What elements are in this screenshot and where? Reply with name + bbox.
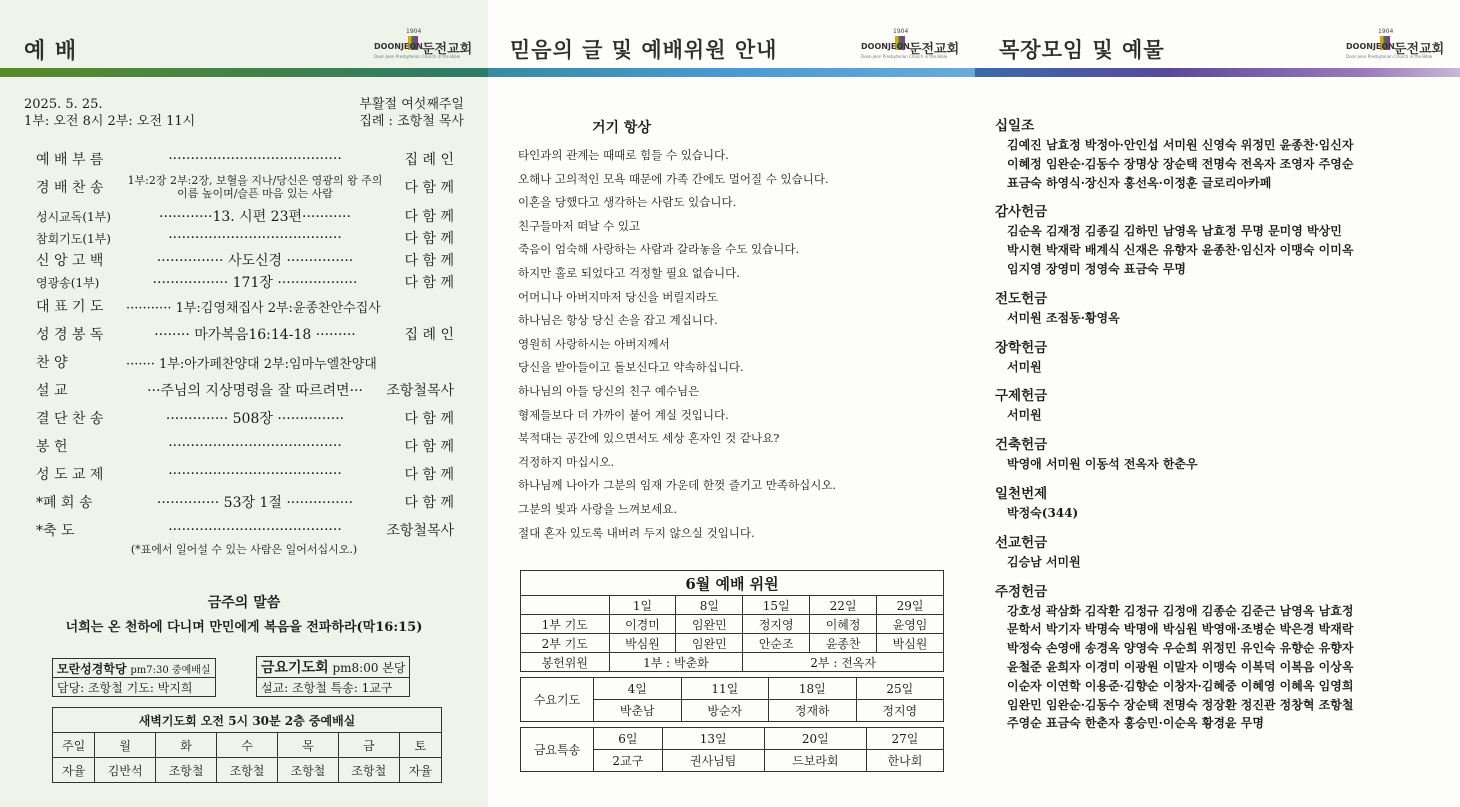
church-logo <box>374 28 474 60</box>
order-item-name: 봉 헌 <box>36 439 68 455</box>
offering-group-title: 십일조 <box>995 118 1035 134</box>
offering-names <box>995 504 1445 523</box>
committee-name: 이혜정 <box>810 615 877 634</box>
order-item-detail: ······································· <box>168 151 342 167</box>
order-item-name: 대 표 기 도 <box>36 299 104 315</box>
worship-panel <box>0 0 488 807</box>
offering-name-line: 박정숙 손영애 송경옥 양영숙 우순희 위정민 유인숙 유향순 유향자 <box>1007 641 1354 656</box>
offering-names <box>995 455 1445 474</box>
offering-group-title: 장학헌금 <box>995 339 1048 356</box>
committee-name: 박심원 <box>609 634 676 653</box>
offering-names <box>995 602 1445 734</box>
service-date: 2025. 5. 25. <box>24 97 103 112</box>
worship-order-row <box>36 348 454 376</box>
order-item-name: *축 도 <box>36 523 75 539</box>
offering-name-line: 임지영 장영미 정영숙 표금숙 무명 <box>1007 261 1187 276</box>
wed-date: 18일 <box>769 678 857 700</box>
committee-name: 윤영임 <box>877 615 944 634</box>
service-times: 1부: 오전 8시 2부: 오전 11시 <box>24 114 196 129</box>
logo-sub: Doon Jeon Presbyterian Church in the Bible <box>1346 54 1433 59</box>
logo-en: DOONJEON <box>1346 42 1395 51</box>
logo-ko: 둔전교회 <box>909 42 960 57</box>
dawn-day: 수 <box>217 733 278 758</box>
offering-group <box>995 485 1445 523</box>
committee-name: 윤종찬 <box>810 634 877 653</box>
offering-name-line: 주영순 표금숙 한춘자 홍승민·이순옥 황경윤 무명 <box>1007 716 1264 731</box>
order-item-leader: 집 례 인 <box>404 152 454 168</box>
wed-date: 4일 <box>594 678 682 700</box>
worship-order-row <box>36 516 454 544</box>
committee-date: 1일 <box>609 596 676 615</box>
offering-group <box>995 203 1445 278</box>
wed-name: 정재하 <box>769 700 857 722</box>
dawn-leader: 자율 <box>399 758 441 783</box>
order-item-leader: 조항철목사 <box>386 523 454 539</box>
order-item-name: 찬 양 <box>36 355 68 371</box>
bible-study-box <box>52 658 216 697</box>
offering-name-line: 서미원 <box>1007 408 1042 423</box>
offering-name-line: 임완민 임완순·김동수 장순택 전명숙 정장환 정진관 정창혁 조항철 <box>1007 697 1354 712</box>
offering-label: 봉헌위원 <box>521 653 610 672</box>
order-item-name: *폐 회 송 <box>36 495 93 511</box>
fri-name: 2교구 <box>594 750 663 772</box>
logo-sub: Doon Jeon Presbyterian Church in the Bible <box>374 54 461 59</box>
wed-label: 수요기도 <box>521 678 594 722</box>
logo-ko: 둔전교회 <box>1394 42 1445 57</box>
offering-panel <box>975 0 1460 807</box>
presider: 집례 : 조항철 목사 <box>359 114 464 129</box>
dawn-leader: 김반석 <box>95 758 156 783</box>
offering-group-title: 일천번제 <box>995 485 1048 502</box>
offering-group <box>995 387 1445 425</box>
wednesday-prayer-table <box>520 677 944 722</box>
offering-names <box>995 136 1445 192</box>
order-item-detail: ······································· <box>168 466 342 482</box>
order-item-name: 영광송(1부) <box>36 275 100 290</box>
worship-order-row <box>36 460 454 488</box>
order-item-leader: 다 함 께 <box>404 275 454 291</box>
dawn-leader: 조항철 <box>156 758 217 783</box>
offering-name-line: 강호성 곽삼화 김작환 김정규 김정애 김종순 김준근 남영옥 남효정 <box>1007 603 1354 618</box>
friday-prayer-time: pm8:00 본당 <box>332 661 406 675</box>
logo-ko: 둔전교회 <box>422 42 473 57</box>
poem-line: 타인과의 관계는 때때로 힘들 수 있습니다. <box>518 148 729 162</box>
logo-en: DOONJEON <box>861 42 910 51</box>
fri-name: 권사님팀 <box>662 750 764 772</box>
order-item-detail: ·············· 508장 ··············· <box>165 411 345 427</box>
order-item-detail: ················· 171장 ·················· <box>152 275 358 291</box>
worship-header <box>0 0 488 68</box>
dawn-day: 월 <box>95 733 156 758</box>
committee-title: 6월 예배 위원 <box>521 571 944 596</box>
panel-title: 믿음의 글 및 예배위원 안내 <box>510 38 778 62</box>
fri-date: 27일 <box>866 728 943 750</box>
worship-order-row <box>36 320 454 348</box>
committee-name: 임완민 <box>676 634 743 653</box>
poem-line: 어머니나 아버지마저 당신을 버릴지라도 <box>518 289 718 304</box>
offering-1: 1부 : 박춘화 <box>609 653 743 672</box>
order-item-detail: ······································· <box>168 230 342 246</box>
offering-header <box>975 0 1460 68</box>
offering-name-line: 박정숙(344) <box>1007 505 1079 520</box>
offering-group-title: 건축헌금 <box>995 437 1048 454</box>
offering-group-title: 감사헌금 <box>995 204 1048 221</box>
wed-name: 정지영 <box>856 700 944 722</box>
poem-line: 당신을 받아들이고 돌보신다고 약속하십니다. <box>518 360 744 375</box>
order-item-detail: ··········· 1부:김영채집사 2부:윤종찬안수집사 <box>126 300 381 316</box>
order-item-name: 설 교 <box>36 383 68 399</box>
committee-date: 15일 <box>743 596 810 615</box>
church-logo <box>1346 28 1446 60</box>
offerings-list <box>995 117 1445 744</box>
poem-body <box>518 144 958 545</box>
poem-line: 하나님은 항상 당신 손을 잡고 계십니다. <box>518 313 718 328</box>
header-band <box>0 68 488 77</box>
poem-line: 하나님의 아들 당신의 친구 예수님은 <box>518 383 700 398</box>
offering-name-line: 이순자 이연학 이용준·김향순 이창자·김혜중 이혜영 이혜옥 임영희 <box>1007 678 1354 693</box>
dawn-prayer-table <box>52 707 442 783</box>
worship-order-row <box>36 148 454 170</box>
logo-year: 1904 <box>1378 28 1394 35</box>
order-item-name: 결 단 찬 송 <box>36 411 104 427</box>
offering-group-title: 선교헌금 <box>995 534 1048 551</box>
order-item-leader: 다 함 께 <box>404 209 454 225</box>
poem-line: 오해나 고의적인 모욕 때문에 가족 간에도 멀어질 수 있습니다. <box>518 171 829 186</box>
order-item-name: 성 경 봉 독 <box>36 327 104 343</box>
fri-name: 드보라회 <box>764 750 866 772</box>
fri-date: 20일 <box>764 728 866 750</box>
committee-date: 29일 <box>877 596 944 615</box>
order-item-name: 신 앙 고 백 <box>36 253 104 269</box>
wed-name: 방순자 <box>681 700 769 722</box>
friday-prayer-box <box>256 656 410 697</box>
order-item-detail: ·············· 53장 1절 ··············· <box>156 495 354 511</box>
worship-committee-table <box>520 570 944 672</box>
offering-name-line: 박시현 박재락 배계식 신재은 유향자 윤종찬·임신자 이맹숙 이미옥 <box>1007 243 1354 258</box>
panel-title: 목장모임 및 예물 <box>999 38 1165 62</box>
order-of-worship <box>36 148 454 544</box>
logo-year: 1904 <box>406 28 422 35</box>
offering-names <box>995 309 1445 328</box>
committee-date: 22일 <box>810 596 877 615</box>
logo-year: 1904 <box>893 28 909 35</box>
worship-order-row <box>36 170 454 204</box>
offering-group-title: 전도헌금 <box>995 290 1048 307</box>
order-item-leader: 다 함 께 <box>404 411 454 427</box>
offering-2: 2부 : 전옥자 <box>743 653 944 672</box>
order-item-leader: 다 함 께 <box>404 467 454 483</box>
order-item-detail: ··············· 사도신경 ··············· <box>156 253 354 269</box>
offering-group <box>995 534 1445 572</box>
offering-name-line: 표금숙 하영식·장신자 홍선옥·이정훈 글로리아카페 <box>1007 175 1272 190</box>
offering-group-title: 주정헌금 <box>995 583 1048 600</box>
order-item-detail: ············13. 시편 23편··········· <box>159 209 351 225</box>
committee-name: 박심원 <box>877 634 944 653</box>
bible-study-leader: 담당: 조항철 기도: 박지희 <box>53 678 216 697</box>
friday-prayer-leader: 설교: 조항철 특송: 1교구 <box>257 678 410 697</box>
poem-line: 친구들마저 떠날 수 있고 <box>518 218 641 233</box>
header-band <box>975 68 1460 77</box>
fri-name: 한나회 <box>866 750 943 772</box>
dawn-day: 목 <box>277 733 338 758</box>
order-item-detail: ···주님의 지상명령을 잘 따르려면··· <box>147 383 363 399</box>
service-meta <box>24 96 464 130</box>
offering-group <box>995 583 1445 734</box>
dawn-title: 새벽기도회 오전 5시 30분 2층 중예배실 <box>53 708 442 733</box>
offering-name-line: 문학서 박기자 박명숙 박명애 박심원 박영애·조병순 박은경 박재락 <box>1007 622 1354 637</box>
sunday-name: 부활절 여섯째주일 <box>359 97 464 112</box>
committee-name: 안순조 <box>743 634 810 653</box>
fri-date: 13일 <box>662 728 764 750</box>
dawn-day: 금 <box>338 733 399 758</box>
poem-line: 하나님께 나아가 그분의 임재 가운데 한껏 즐기고 만족하십시오. <box>518 478 837 493</box>
worship-order-row <box>36 432 454 460</box>
order-item-leader: 다 함 께 <box>404 253 454 269</box>
offering-name-line: 김순옥 김재정 김종길 김하민 남영옥 남효정 무명 문미영 박상민 <box>1007 224 1342 239</box>
offering-group <box>995 436 1445 474</box>
poem-line: 북적대는 공간에 있으면서도 세상 혼자인 것 같나요? <box>518 431 780 446</box>
wed-date: 25일 <box>856 678 944 700</box>
poem-title: 거기 항상 <box>592 120 651 136</box>
order-item-detail: ······································· <box>168 522 342 538</box>
faith-header <box>488 0 975 68</box>
header-band <box>488 68 975 77</box>
poem-line: 하지만 홀로 되었다고 걱정할 필요 없습니다. <box>518 265 740 280</box>
dawn-leader: 조항철 <box>277 758 338 783</box>
order-item-leader: 다 함 께 <box>404 495 454 511</box>
offering-name-line: 박영애 서미원 이동석 전옥자 한춘우 <box>1007 457 1198 472</box>
offering-group-title: 구제헌금 <box>995 388 1048 405</box>
order-item-name: 경 배 찬 송 <box>36 180 104 196</box>
verse-title: 금주의 말씀 <box>207 595 281 611</box>
dawn-leader: 자율 <box>53 758 95 783</box>
offering-group <box>995 290 1445 328</box>
offering-names <box>995 222 1445 278</box>
poem-line: 형제들보다 더 가까이 붙어 계실 것입니다. <box>518 407 729 422</box>
dawn-leader: 조항철 <box>338 758 399 783</box>
offering-name-line: 윤철준 윤희자 이경미 이광원 이말자 이맹숙 이복덕 이복음 이상옥 <box>1007 659 1354 674</box>
order-item-detail: ······································· <box>168 438 342 454</box>
offering-names <box>995 553 1445 572</box>
order-item-leader: 다 함 께 <box>404 439 454 455</box>
worship-order-row <box>36 272 454 292</box>
offering-name-line: 김승남 서미원 <box>1007 554 1081 569</box>
dawn-day: 주일 <box>53 733 95 758</box>
dawn-day: 토 <box>399 733 441 758</box>
offering-group <box>995 117 1445 192</box>
worship-order-row <box>36 204 454 228</box>
worship-order-row <box>36 488 454 516</box>
poem-line: 그분의 빛과 사랑을 느껴보세요. <box>518 501 678 516</box>
offering-name-line: 서미원 <box>1007 359 1042 374</box>
worship-order-row <box>36 292 454 320</box>
order-item-leader: 다 함 께 <box>404 231 454 247</box>
dawn-day: 화 <box>156 733 217 758</box>
order-item-detail: ······· 1부:아가페찬양대 2부:임마누엘찬양대 <box>126 356 377 372</box>
friday-special-song-table <box>520 727 944 772</box>
order-item-name: 성 도 교 제 <box>36 467 104 483</box>
standing-note: (*표에서 일어설 수 있는 사람은 일어서십시오.) <box>130 543 358 556</box>
order-item-name: 성시교독(1부) <box>36 209 111 224</box>
logo-en: DOONJEON <box>374 42 423 51</box>
order-item-detail: 1부:2장 2부:2장, 보혈을 지나/당신은 영광의 왕 주의 이름 높이며/슬픈 마음 있는 사람 <box>127 174 383 200</box>
committee-name: 정지영 <box>743 615 810 634</box>
wed-name: 박춘남 <box>594 700 682 722</box>
offering-names <box>995 406 1445 425</box>
offering-name-line: 이혜정 임완순·김동수 장명상 장순택 전명숙 전옥자 조영자 주영순 <box>1007 156 1354 171</box>
offering-name-line: 김예진 남효정 박정아·안인섭 서미원 신영숙 위정민 윤종찬·임신자 <box>1007 138 1354 152</box>
friday-prayer-name: 금요기도회 <box>261 660 329 676</box>
fri-date: 6일 <box>594 728 663 750</box>
panel-title: 예 배 <box>24 39 78 64</box>
faith-panel <box>488 0 975 807</box>
bible-study-time: pm7:30 중예배실 <box>130 664 211 676</box>
order-item-leader: 조항철목사 <box>386 383 454 399</box>
committee-name: 이경미 <box>609 615 676 634</box>
order-item-leader: 집 례 인 <box>404 327 454 343</box>
weekly-verse: 너희는 온 천하에 다니며 만민에게 복음을 전파하라(막16:15) <box>65 620 423 635</box>
worship-order-row <box>36 376 454 404</box>
offering-group <box>995 339 1445 377</box>
corner-cell <box>521 596 610 615</box>
logo-sub: Doon Jeon Presbyterian Church in the Bible <box>861 54 948 59</box>
worship-order-row <box>36 228 454 248</box>
poem-line: 이혼을 당했다고 생각하는 사람도 있습니다. <box>518 195 737 210</box>
worship-order-row <box>36 404 454 432</box>
order-item-name: 예 배 부 름 <box>36 152 104 168</box>
committee-row-label: 1부 기도 <box>521 615 610 634</box>
dawn-leader: 조항철 <box>217 758 278 783</box>
wed-date: 11일 <box>681 678 769 700</box>
church-logo <box>861 28 961 60</box>
worship-order-row <box>36 248 454 272</box>
offering-name-line: 서미원 조점동·황영옥 <box>1007 310 1120 325</box>
poem-line: 영원히 사랑하시는 아버지께서 <box>518 336 670 351</box>
poem-line: 걱정하지 마십시오. <box>518 454 615 469</box>
poem-line: 죽음이 엄숙해 사랑하는 사람과 갈라놓을 수도 있습니다. <box>518 242 800 257</box>
bible-study-name: 모란성경학당 <box>57 661 127 676</box>
committee-name: 임완민 <box>676 615 743 634</box>
committee-date: 8일 <box>676 596 743 615</box>
fri-label: 금요특송 <box>521 728 594 772</box>
order-item-detail: ········ 마가복음16:14-18 ········· <box>154 327 356 343</box>
poem-line: 절대 혼자 있도록 내버려 두지 않으실 것입니다. <box>518 525 755 540</box>
offering-names <box>995 358 1445 377</box>
committee-row-label: 2부 기도 <box>521 634 610 653</box>
order-item-leader: 다 함 께 <box>404 180 454 196</box>
order-item-name: 참회기도(1부) <box>36 231 111 246</box>
